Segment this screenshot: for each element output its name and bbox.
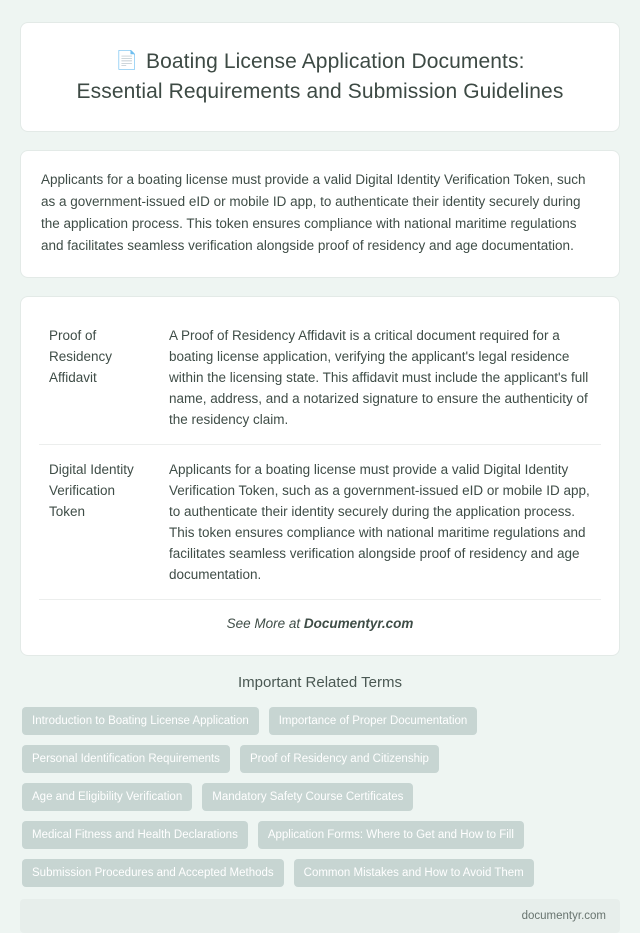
definition-term: Digital Identity Verification Token [39, 445, 159, 600]
definition-term: Proof of Residency Affidavit [39, 313, 159, 445]
related-terms-list [20, 707, 620, 887]
definition-description: Applicants for a boating license must provide a valid Digital Identity Verification Token, such as a government-issued eID or mobile ID app, to authenticate their identity securely during the application process. This token ensures compliance with national maritime regulations and facilitates seamless verification alongside proof of residency and age documentation. [159, 445, 601, 600]
footer-site-label: documentyr.com [521, 910, 606, 922]
related-term-tag[interactable]: Mandatory Safety Course Certificates [202, 783, 413, 811]
intro-paragraph: Applicants for a boating license must provide a valid Digital Identity Verification Token, such as a government-issued eID or mobile ID app, to authenticate their identity securely during the application process. This token ensures compliance with national maritime regulations and facilitates seamless verification alongside proof of residency and age documentation. [41, 172, 586, 253]
definitions-card [20, 296, 620, 656]
related-terms-row [22, 707, 618, 735]
page-title-line1: Boating License Application Documents: [145, 50, 525, 73]
related-term-tag[interactable]: Medical Fitness and Health Declarations [22, 821, 248, 849]
see-more-prefix: See More at [226, 616, 304, 631]
intro-card [20, 150, 620, 278]
page-title-line2: Essential Requirements and Submission Guidelines [76, 80, 564, 103]
related-term-tag[interactable]: Age and Eligibility Verification [22, 783, 192, 811]
title-card [20, 22, 620, 132]
related-term-tag[interactable]: Application Forms: Where to Get and How to Fill [258, 821, 524, 849]
page-title [47, 45, 593, 77]
definition-description: A Proof of Residency Affidavit is a critical document required for a boating license application, verifying the applicant's legal residence within the licensing state. This affidavit must include the applicant's full name, address, and a notarized signature to ensure the authenticity of the residency claim. [159, 313, 601, 445]
related-term-tag[interactable]: Importance of Proper Documentation [269, 707, 478, 735]
see-more-link[interactable]: Documentyr.com [303, 616, 414, 631]
footer-bar [20, 899, 620, 933]
table-row [39, 445, 601, 600]
related-terms-row [22, 859, 618, 887]
related-terms-row [22, 821, 618, 849]
related-term-tag[interactable]: Proof of Residency and Citizenship [240, 745, 439, 773]
related-term-tag[interactable]: Personal Identification Requirements [22, 745, 230, 773]
related-terms-row [22, 783, 618, 811]
related-term-tag[interactable]: Submission Procedures and Accepted Methods [22, 859, 284, 887]
document-emoji-icon: 📄 [115, 50, 138, 70]
related-term-tag[interactable]: Common Mistakes and How to Avoid Them [294, 859, 534, 887]
related-terms-row [22, 745, 618, 773]
see-more-line [39, 600, 601, 645]
table-row [39, 313, 601, 445]
related-term-tag[interactable]: Introduction to Boating License Application [22, 707, 259, 735]
definitions-table [39, 313, 601, 600]
related-terms-heading: Important Related Terms [238, 674, 402, 691]
